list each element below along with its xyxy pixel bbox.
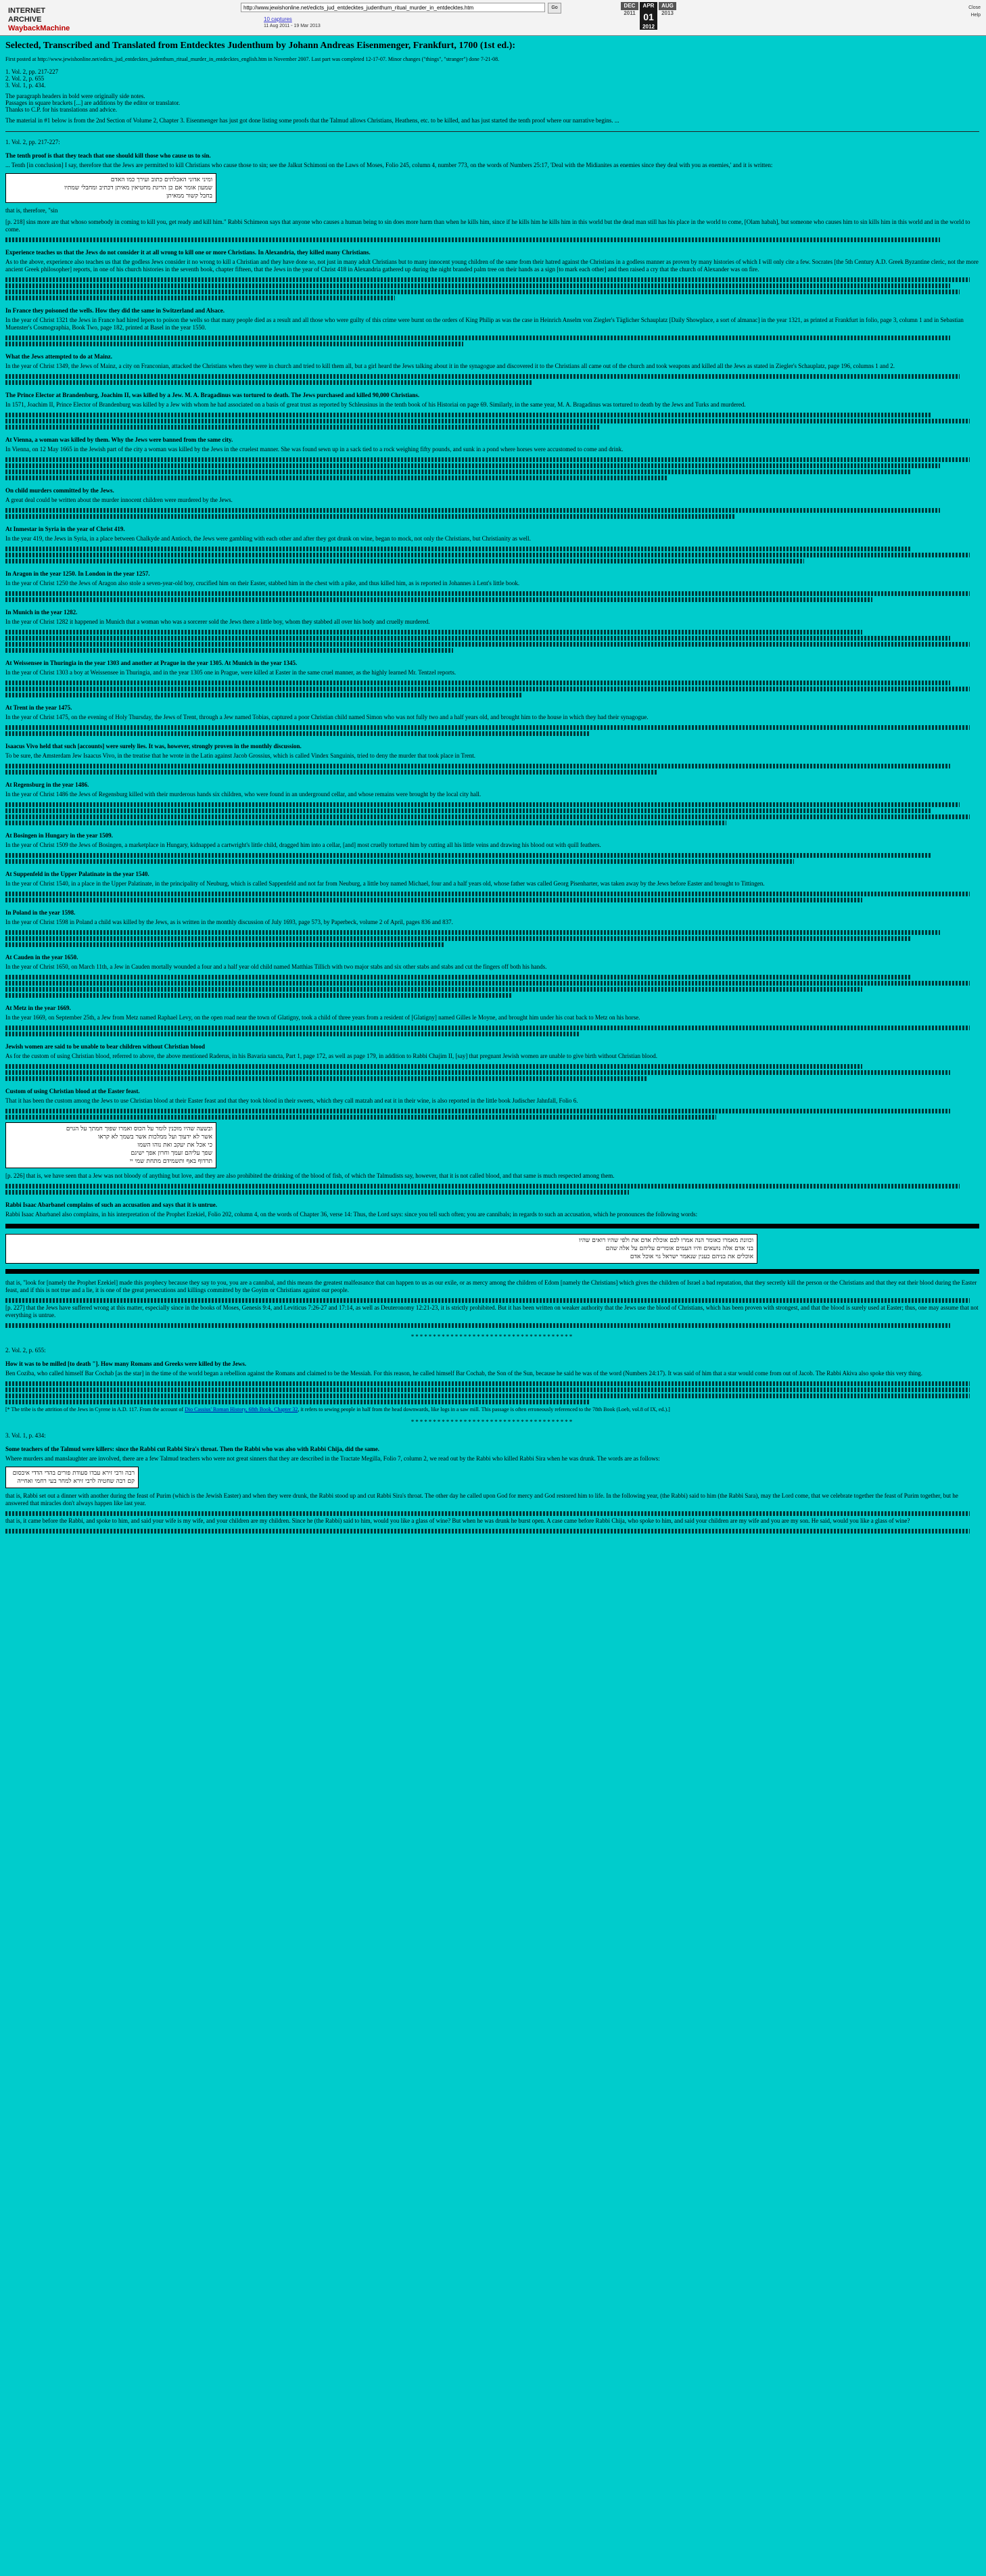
section-separator: ************************************* [410, 1419, 574, 1425]
text-block [5, 1115, 716, 1120]
logo-line-2: WaybackMachine [8, 24, 70, 32]
text-block [5, 476, 667, 480]
section-text: In the year of Christ 1321 the Jews in France had hired lepers to poison the wells so that many people died as a result and all those who were guilty of this crime were burnt on the orders of King Philip as was the case in Heinrich Anselm von Ziegler's Täglicher Schauplatz [Daily Showplace, a sort of almanac] in the year 1321, as printed at Frankfurt in folio, page 3, column 1 and in Sebastian Muenster's Cosmographia, Book Two, page 182, printed at Basel in the year 1550. [5, 317, 964, 331]
section-heading: At Trent in the year 1475. [5, 704, 72, 711]
section-text: In the year of Christ 1486 the Jews of Regensburg killed with their murderous hands six children, who were found in an underground cellar, and whose remains were brought by the local city hall. [5, 791, 482, 798]
text-block [5, 277, 970, 282]
text-block [5, 681, 950, 685]
text-block [5, 725, 970, 730]
section-text: That it has been the custom among the Jews to use Christian blood at their Easter feast and that they took blood in their sweets, which they call matzah and eat it in their wine, is also reported in the little book Judischer Jahnfall, Folio 6. [5, 1097, 578, 1104]
month-prev-label: DEC [621, 2, 638, 10]
text-block [5, 425, 599, 430]
footnote-text: [* The tribe is the attrition of the Jews in Cyrene in A.D. 117. From the account of [5, 1406, 185, 1412]
section-heading: Jewish women are said to be unable to bear children without Christian blood [5, 1043, 206, 1050]
text-block [5, 802, 960, 807]
section-3-title: 3. Vol. 1, p. 434: [5, 1432, 46, 1439]
text-block [5, 591, 970, 596]
text-block [5, 936, 911, 941]
text-block [5, 559, 804, 564]
section-text: As to the above, experience also teaches us that the godless Jews consider it no wrong to kill a Christian and they have done so, not just in many adult Christians but to many innocent young children of the same from their hatred against the Christians in a godless manner as proven by many histories of which I will only cite a few. Socrates [the 5th Century A.D. Greek Byzantine cleric, not the more ancient Greek philosopher] reports, in one of his church histories in the seventh book, chapter fifteen, that the Jews in the year of Christ 418 in Alexandria gathered up during the night branded palm tree on their hands as a sign [to mark each other] and then raised a cry that the church of Alexander was on fire. [5, 258, 979, 273]
wayback-go-button[interactable]: Go [548, 3, 561, 14]
text-block [5, 1109, 950, 1113]
section-heading: On child murders committed by the Jews. [5, 487, 114, 494]
quote-band [5, 1269, 979, 1274]
section-text: Rabbi Isaac Abarbanel also complains, in his interpretation of the Prophet Ezekiel, Folio 202, column 4, on the words of Chapter 36, verse 14: Thus, the Lord says: since you tell such often; you are cannibals; in regards to such an accusation, which he pronounces the following words: [5, 1211, 698, 1218]
text-block [5, 821, 726, 825]
year-prev[interactable]: 2011 [624, 10, 636, 16]
section-text: In Vienna, on 12 May 1665 in the Jewish part of the city a woman was killed by the Jews in the cruelest manner. She was found sewn up in a sack tied to a rock weighing fifty pounds, and sunk in a pond where horses were accustomed to come and drink. [5, 446, 624, 453]
hebrew-line: וכוונת מאמרו כאומר הנה אמרו לכם אוכלת אדם את ולפי שהיו רואים שהיו [579, 1237, 753, 1244]
text-block [5, 296, 395, 300]
page-218-text: [p. 218] sins more are that whoso somebody in coming to kill you, get ready and kill him." Rabbi Schimeon says that anyone who causes a human being to sin does more harm than when he kills him, since if he kills him he kills him in this world but the dead man still has his place in the world to come, [Olam habah], but someone who causes him to sin kills him in this world and in the world to come. [5, 218, 970, 233]
text-block [5, 419, 970, 423]
text-block [5, 898, 862, 902]
text-block [5, 987, 862, 992]
text-block [5, 808, 931, 813]
text-block [5, 237, 940, 242]
text-block [5, 469, 911, 474]
text-block [5, 1529, 970, 1534]
text-block [5, 547, 911, 551]
text-block [5, 636, 950, 641]
wayback-links [913, 4, 981, 19]
page-227b-text: [p. 227] that the Jews have suffered wrong at this matter, especially since in the books of Moses, Genesis 9:4, and Leviticus 7:26-27 and 17:14, as well as Deuteronomy 12:21-23, it is strictly prohibited. But it has been written on weaker authority that the Jews use the blood of Christians, which has been proven with strongest, and that the blood is surely used at Easter; thus, one may assume that not everything is untrue. [5, 1304, 979, 1318]
text-block [5, 642, 970, 647]
capture-range: 11 Aug 2011 - 19 Mar 2013 [264, 24, 321, 28]
month-next-label: AUG [659, 2, 676, 10]
text-block [5, 630, 862, 635]
toc-item[interactable]: 3. Vol. 1, p. 434. [5, 82, 46, 89]
section-text: In the year of Christ 1303 a boy at Weissensee in Thuringia, and in the year 1305 one in Prague, were killed at Easter in the same cruel manner, as the highly learned Mr. Tentzel reports. [5, 669, 456, 676]
section-text: In the year of Christ 1598 in Poland a child was killed by the Jews, as is written in the monthly discussion of July 1693, page 573, by Paperbeck, volume 2 of April, pages 836 and 837. [5, 919, 453, 925]
section-heading: At Inmestar in Syria in the year of Christ 419. [5, 526, 125, 532]
month-current [640, 2, 657, 32]
section-text: In the year 1669, on September 25th, a Jew from Metz named Raphael Levy, on the open road near the town of Glatigny, took a child of three years from a resident of [Glatigny] named Gilles le Moyne, and brought him under his coat back to Metz on his horse. [5, 1014, 640, 1021]
section-text: Ben Coziba, who called himself Bar Cochab [as the star] in the time of the world began a rebellion against the Romans and claimed to be the Messiah. For this reason, he called himself Bar Cochab, the Son of the Sun, because he said he was of the word (Numbers 24:17). It was said of him that a star would come from out of Jacob. The Rabbi Akiva also spoke this very thing. [5, 1370, 923, 1377]
text-block [5, 814, 970, 819]
text-block [5, 1070, 950, 1075]
section-heading: At Bosingen in Hungary in the year 1509. [5, 832, 113, 839]
hebrew-line: ומיני אדוני האכלתים כתוב ועירך כמו האדם [110, 177, 212, 183]
month-current-day: 01 [640, 10, 657, 24]
section-text: ... Tenth [in conclusion] I say, therefore that the Jews are permitted to kill Christians who cause those to sin; see the Jalkut Schimoni on the Laws of Moses, Folio 245, column 4, number 773, on the words of Numbers 25:17, 'Deal with the Midianites as enemies since they deal with you as enemies,' and it is written: [5, 162, 773, 168]
section-heading: In Munich in the year 1282. [5, 609, 78, 616]
hebrew-line: ובשעה שהיו מוכנין לומר על הכוס ואמרו שפוך חמתך על הגוים [66, 1126, 212, 1132]
text-block [5, 1511, 970, 1516]
close-link[interactable]: Close [968, 5, 981, 10]
text-block [5, 597, 872, 602]
text-block [5, 687, 970, 691]
hebrew-line: שפך עליהם זעמך וחרון אפך ישיגם [131, 1150, 212, 1157]
text-block [5, 1400, 590, 1404]
section-heading: The Prince Elector at Brandenburg, Joachim II, was killed by a Jew. M. A. Bragadinus was tortured to death. The Jews purchased and killed 90,000 Christians. [5, 392, 420, 398]
text-block [5, 1064, 862, 1069]
section-separator: ************************************* [410, 1333, 574, 1340]
section-text: In the year of Christ 1250 the Jews of Aragon also stole a seven-year-old boy, crucified him on their Easter, stabbed him in the chest with a pike, and thus killed him, as is reported in Johannes à Lent's little book. [5, 580, 520, 586]
section-heading: At Vienna, a woman was killed by them. Why the Jews were banned from the same city. [5, 436, 233, 443]
text-block [5, 770, 658, 775]
section-text: In the year of Christ 1349, the Jews of Mainz, a city on Franconian, attacked the Christians when they were in church and tried to kill them all, but a girl heard the Jews talking about it in the synagogue and discovered it to the Christians all came out of the church and took weapons and killed all the Jews as stated in Ziegler's Schauplatz, page 196, columns 1 and 2. [5, 363, 895, 369]
section-1-title: 1. Vol. 2, pp. 217-227: [5, 139, 60, 145]
section-text: A great deal could be written about the murder innocent children were murdered by the Jews. [5, 497, 233, 503]
source-note: First posted at http://www.jewishonline.net/edicts_jud_entdecktes_judenthum_ritual_murder_in_entdecktes_english.htm in November 2007. Last part was completed 12-17-07. Minor changes ("things", "stranger") done 7-21-08. [5, 56, 500, 62]
section-heading: Some teachers of the Talmud were killers: since the Rabbi cut Rabbi Sira's throat. Then the Rabbi who was also with Rabbi Chija, did the same. [5, 1446, 380, 1452]
text-block [5, 283, 950, 288]
section-text: In 1571, Joachim II, Prince Elector of Brandenburg was killed by a Jew with whom he had associated on a basis of great trust as reported by Schleusinus in the tenth book of his Historiai on page 69. Similarly, in the same year, M. A. Bragadinus was tortured to death by the Jews and Turks and murdered. [5, 401, 746, 408]
section-heading: At Cauden in the year 1650. [5, 954, 78, 961]
section-heading: The tenth proof is that they teach that one should kill those who cause us to sin. [5, 152, 211, 159]
hebrew-quote-3 [5, 1234, 757, 1264]
text-block [5, 1076, 648, 1081]
section-heading: What the Jews attempted to do at Mainz. [5, 353, 112, 360]
dio-cassius-link[interactable]: Dio Cassius' Roman History, 68th Book, Chapter 32 [185, 1406, 298, 1412]
hebrew-line: בחבל קשור ממאיתן [166, 193, 212, 200]
text-block [5, 648, 453, 653]
divider [5, 131, 979, 132]
hebrew-quote-2 [5, 1122, 216, 1168]
text-block [5, 457, 970, 462]
text-block [5, 1184, 960, 1189]
footnote-text: , it refers to sewing people in half from the head downwards, like logs in a saw mill. This passage is often erroneously referenced to the 78th Book (Loeb, vol.8 of IX, ed.).] [298, 1406, 670, 1412]
section-heading: How it was to be milled [to death "]. How many Romans and Greeks were killed by the Jews. [5, 1360, 247, 1367]
text-block [5, 553, 970, 557]
hebrew-translation: that is, therefore, "sin [5, 207, 58, 214]
page-227-text: that is, "look for [namely the Prophet Ezekiel] made this prophecy because they say to you, you are a cannibal, and this means the greatest malfeasance that can happen to us as our exile, or as mercy among the children of Edom [namely the Christians] which gives the children of Israel a bad reputation, that they secretly kill the person or the Christians and that they eat their blood during the Easter feast, and if this is not true and a lie, it is one of the great persecutions and killings committed by the Goyim or Christians against our people. [5, 1279, 977, 1293]
text-block [5, 508, 940, 513]
month-current-year: 2012 [640, 24, 657, 30]
section-heading: Experience teaches us that the Jews do not consider it at all wrong to kill one or more Christians. In Alexandria, they killed many Christians. [5, 249, 371, 256]
text-block [5, 336, 950, 340]
text-block [5, 342, 463, 346]
text-block [5, 1026, 970, 1030]
hebrew-line: בני אדם אלה נושאים והיו העמים אומרים עליהם על אלה שהם [605, 1245, 753, 1252]
hebrew-line: רבה ורבי זירא עבדו סעודת פורים בהדי הדדי איבסום [12, 1470, 135, 1477]
intro-line: Passages in square brackets [...] are additions by the editor or translator. [5, 99, 181, 106]
section-text: that is, Rabbi set out a dinner with another during the feast of Purim (which is the Jewish Easter) and when they were drunk, the Rabbi stood up and cut Rabbi Sira's throat. The other day he called upon God for mercy and God restored him to life. In the following year, (the Rabbi) said to him (the Rabbi Sara), may the Lord come, that we celebrate together the feast of Purim together, but he answered that miracles don't always happen like last year. [5, 1492, 958, 1506]
section-list [5, 249, 979, 1120]
logo-line-1: INTERNET ARCHIVE [8, 7, 45, 24]
section-heading: At Weissensee in Thuringia in the year 1303 and another at Prague in the year 1305. At Munich in the year 1345. [5, 660, 298, 666]
intro-line: Thanks to C.P. for his translations and advice. [5, 106, 117, 113]
hebrew-line: אוכלים את בניהם כענין שנאמר ישראל גוי אוכל אדם [630, 1254, 753, 1260]
month-current-label: APR [640, 2, 657, 10]
text-block [5, 374, 960, 379]
section-heading: In Poland in the year 1598. [5, 909, 76, 916]
quote-band [5, 1224, 979, 1228]
section-text: To be sure, the Amsterdam Jew Isaacus Vivo, in the treatise that he wrote in the Latin against Jacob Grossius, which is called Vindex Sanguinis, tried to deny the murder that took place in Trent. [5, 752, 476, 759]
toc-item[interactable]: 1. Vol. 2, pp. 217-227 [5, 68, 59, 75]
text-block [5, 413, 931, 417]
text-block [5, 1323, 950, 1328]
section-text: In the year 419, the Jews in Syria, in a place between Chalkyde and Antioch, the Jews were gambling with each other and after they got drunk on wine, began to mock, not only the Christians, but Christianity as well. [5, 535, 531, 542]
text-block [5, 975, 911, 980]
wayback-toolbar [0, 0, 986, 36]
text-block [5, 981, 970, 986]
hebrew-line: קם רבה שחטיה לרבי זירא למחר בעי רחמי ואחייה [17, 1478, 135, 1485]
intro [5, 93, 979, 113]
text-block [5, 930, 940, 935]
text-block [5, 764, 950, 768]
section-heading: Custom of using Christian blood at the Easter feast. [5, 1088, 140, 1095]
text-block [5, 463, 940, 468]
section-text: Where murders and manslaughter are involved, there are a few Talmud teachers who were not great sinners that they are described in the Tractate Megilla, Folio 7, column 2, we read out by the Rabbi who killed Rabbi Sira when he was drunk. The words are as follows: [5, 1455, 660, 1462]
intro-note: The material in #1 below is from the 2nd Section of Volume 2, Chapter 3. Eisenmenger has just got done listing some proofs that the Talmud allows Christians, Heathens, etc. to be killed, and has just started the tenth proof where our narrative begins. ... [5, 117, 619, 124]
section-text: In the year of Christ 1475, on the evening of Holy Thursday, the Jews of Trent, through a Jew named Tobias, captured a poor Christian child named Simon who was not fully two and a half years old, and brought him to the house in which they had their synagogue. [5, 714, 649, 720]
page-content [5, 41, 979, 1535]
hebrew-quote-1 [5, 173, 216, 203]
text-block [5, 892, 970, 896]
section-heading: At Suppenfeld in the Upper Palatinate in the year 1540. [5, 871, 149, 877]
help-link[interactable]: Help [970, 13, 981, 18]
text-block [5, 942, 444, 947]
text-block [5, 1298, 970, 1303]
text-block [5, 853, 931, 858]
section-heading: At Metz in the year 1669. [5, 1005, 71, 1011]
page-226-text: [p. 226] that is, we have seen that a Jew was not bloody of anything but love, and they are also prohibited the drinking of the blood of fish, of which the Talmudists say, however, that it is not called blood, and that same is much respected among them. [5, 1172, 615, 1179]
section-heading: In Aragon in the year 1250. In London in the year 1257. [5, 570, 150, 577]
text-block [5, 993, 512, 998]
section-text: that is, it came before the Rabbi, and spoke to him, and said your wife is my wife, and your children are my children. Since he (the Rabbi) said to him, would you like a glass of wine? But when he was drunk he burst open. A case came before Rabbi Chija, who spoke to him, and said your children are my wife and you are my son. He said, would you like a glass of wine? [5, 1517, 910, 1524]
section-text: As for the custom of using Christian blood, referred to above, the above mentioned Raderus, in his Bavaria sancta, Part 1, page 172, as well as page 179, in addition to Rabbi Chajim II, [say] that pregnant Jewish women are unable to give birth without Christian blood. [5, 1053, 658, 1059]
text-block [5, 1032, 580, 1036]
hebrew-line: שמעון אומר אם כן הריגת מחטיאין מאיתן דכתיב ומחבלי שמתיו [64, 185, 212, 191]
wayback-logo[interactable] [8, 7, 70, 32]
text-block [5, 859, 794, 864]
text-block [5, 1387, 970, 1392]
section-text: In the year of Christ 1650, on March 11th, a Jew in Cauden mortally wounded a four and a half year old child named Matthias Tillich with two major stabs and six other stabs and stabs and cut the fingers off both his hands. [5, 963, 547, 970]
text-block [5, 290, 960, 294]
text-block [5, 693, 521, 697]
captures-link[interactable]: 10 captures [264, 16, 292, 22]
intro-line: The paragraph headers in bold were originally side notes. [5, 93, 145, 99]
text-block [5, 1381, 970, 1386]
text-block [5, 731, 590, 736]
footnote [5, 1406, 979, 1413]
hebrew-line: תרדוף באף ותשמידם מתחת שמי יי [129, 1158, 212, 1165]
section-heading: In France they poisoned the wells. How they did the same in Switzerland and Alsace. [5, 307, 225, 314]
table-of-contents [5, 68, 979, 89]
wayback-url-input[interactable]: http://www.jewishonline.net/edicts_jud_entdecktes_judenthum_ritual_murder_in_entdecktes.htm [241, 3, 545, 12]
month-next[interactable] [659, 2, 676, 32]
month-prev[interactable] [621, 2, 638, 32]
toc-item[interactable]: 2. Vol. 2, p. 655 [5, 75, 45, 82]
page-title: Selected, Transcribed and Translated from Entdecktes Judenthum by Johann Andreas Eisenmenger, Frankfurt, 1700 (1st ed.): [5, 41, 515, 51]
text-block [5, 1190, 629, 1195]
section-heading: At Regensburg in the year 1486. [5, 781, 89, 788]
hebrew-line: כי אכל את יעקב ואת נוהו השמו [137, 1142, 212, 1149]
text-block [5, 514, 736, 519]
section-2-title: 2. Vol. 2, p. 655: [5, 1347, 46, 1354]
section-text: In the year of Christ 1540, in a place in the Upper Palatinate, in the principality of Neuburg, which is called Sappenfeld and not far from Neuburg, a little boy named Michael, four and a half years old, whose father was called Georg Pisenharter, was taken away by the Jews before Easter and brought to Tittingen. [5, 880, 765, 887]
hebrew-line: אשר לא ידעוך ועל ממלכות אשר בשמך לא קראו [97, 1134, 212, 1141]
wayback-calendar [621, 2, 676, 32]
hebrew-quote-4 [5, 1467, 139, 1488]
year-next[interactable]: 2013 [661, 10, 674, 16]
section-text: In the year of Christ 1509 the Jews of Bosingen, a marketplace in Hungary, kidnapped a cartwright's little child, dragged him into a cellar, [and] most cruelly tortured him by cutting all his little veins and drawing his blood out with quill feathers. [5, 842, 601, 848]
text-block [5, 1394, 970, 1398]
section-text: In the year of Christ 1282 it happened in Munich that a woman who was a sorcerer sold the Jews there a little boy, whom they stabbed all over his body and cruelly murdered. [5, 618, 430, 625]
text-block [5, 380, 532, 385]
section-heading: Rabbi Isaac Abarbanel complains of such an accusation and says that it is untrue. [5, 1201, 218, 1208]
section-heading: Isaacus Vivo held that such [accounts] were surely lies. It was, however, strongly proven in the monthly discussion. [5, 743, 302, 750]
